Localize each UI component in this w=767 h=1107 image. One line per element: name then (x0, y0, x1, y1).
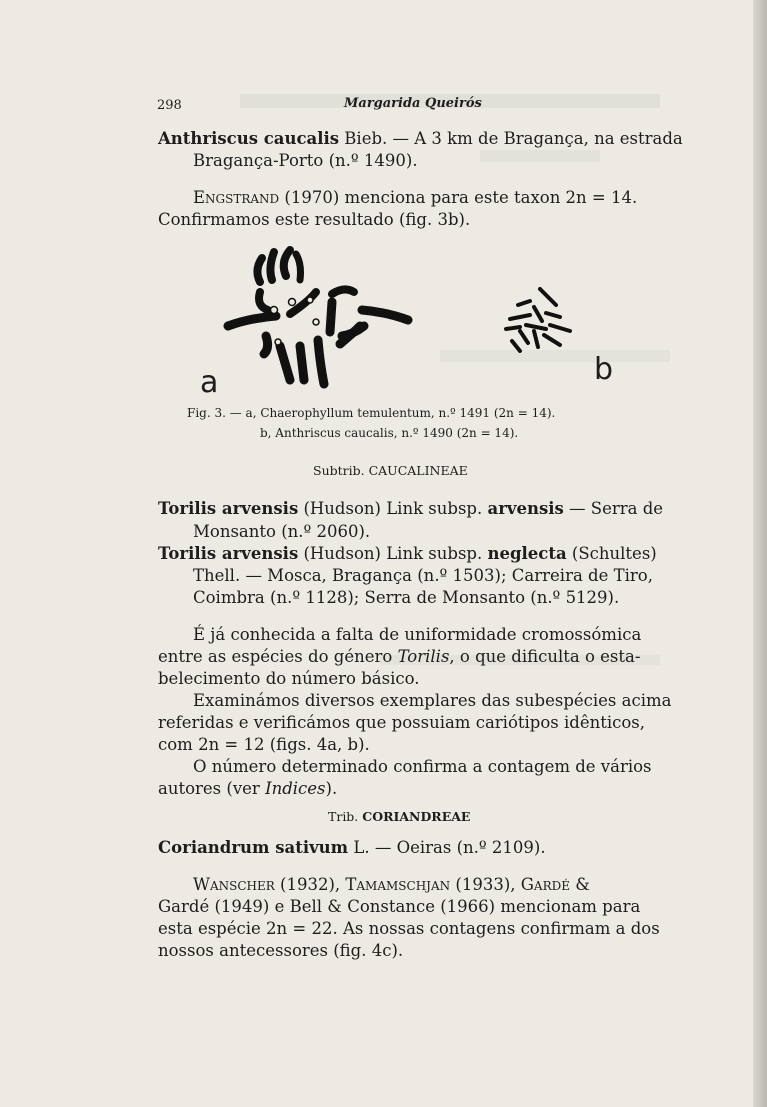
figure-label-a: a (200, 365, 219, 400)
reference-indices: Indices (265, 779, 326, 798)
paragraph-text: entre as espécies do género (158, 647, 398, 666)
heading-name: CORIANDREAE (362, 809, 471, 824)
subspecies-name: neglecta (487, 544, 567, 563)
taxon-name: Torilis arvensis (158, 544, 299, 563)
genus-name: Torilis (397, 647, 450, 666)
tribe-heading (328, 809, 470, 824)
entry-torilis-arvensis (158, 498, 663, 520)
entry-text: — Serra de (563, 499, 664, 518)
paragraph-line: Gardé (1949) e Bell & Constance (1966) mencionam para (158, 897, 641, 916)
entry-anthriscus (158, 128, 683, 150)
entry-text: Bieb. — A 3 km de Bragança, na estrada (339, 129, 683, 148)
entry-continuation: Monsanto (n.º 2060). (193, 522, 371, 541)
entry-continuation: Coimbra (n.º 1128); Serra de Monsanto (n.º 5129). (193, 588, 620, 607)
paragraph-line (193, 187, 637, 209)
page-number: 298 (157, 98, 182, 113)
paragraph-line (158, 646, 640, 668)
entry-continuation: Bragança-Porto (n.º 1490). (193, 151, 418, 170)
paragraph-line: Wanscher (1932), Tamamschjan (1933), Gardé & (193, 875, 590, 894)
taxon-name: Anthriscus caucalis (158, 129, 340, 148)
figure-caption-line-1: Fig. 3. — a, Chaerophyllum temulentum, n.º 1491 (2n = 14). (187, 406, 556, 420)
heading-prefix: Subtrib. (313, 463, 369, 478)
paragraph-line: esta espécie 2n = 22. As nossas contagens confirmam a dos (158, 919, 660, 938)
entry-coriandrum (158, 837, 546, 859)
chromosome-figure-b (490, 285, 580, 365)
paragraph-line: O número determinado confirma a contagem de vários (193, 757, 652, 776)
paragraph-line: É já conhecida a falta de uniformidade cromossómica (193, 625, 642, 644)
entry-text: (Schultes) (566, 544, 657, 563)
taxon-name: Coriandrum sativum (158, 838, 349, 857)
paragraph-line (158, 778, 337, 800)
paragraph-text: , o que dificulta o esta- (449, 647, 641, 666)
subtribe-heading (313, 463, 468, 478)
figure-label-b: b (594, 352, 614, 387)
paragraph-line: belecimento do número básico. (158, 669, 420, 688)
entry-text: (Hudson) Link subsp. (298, 499, 488, 518)
taxon-name: Torilis arvensis (158, 499, 299, 518)
show-through-text (480, 150, 600, 162)
paragraph-line: Examinámos diversos exemplares das subespécies acima (193, 691, 672, 710)
entry-continuation: Thell. — Mosca, Bragança (n.º 1503); Carreira de Tiro, (193, 566, 653, 585)
entry-text: L. — Oeiras (n.º 2109). (348, 838, 546, 857)
entry-torilis-neglecta (158, 543, 657, 565)
paragraph-line: referidas e verificámos que possuiam cariótipos idênticos, (158, 713, 646, 732)
chromosome-figure-a (220, 240, 420, 400)
figure-caption-line-2: b, Anthriscus caucalis, n.º 1490 (2n = 14). (260, 426, 519, 440)
page-edge-shadow (753, 0, 767, 1107)
author-name: Engstrand (193, 188, 280, 207)
heading-name: CAUCALINEAE (368, 463, 468, 478)
running-head-author: Margarida Queirós (344, 96, 482, 111)
paragraph-line: Confirmamos este resultado (fig. 3b). (158, 210, 471, 229)
paragraph-text: ). (325, 779, 338, 798)
paragraph-line: com 2n = 12 (figs. 4a, b). (158, 735, 370, 754)
entry-text: (Hudson) Link subsp. (298, 544, 488, 563)
heading-prefix: Trib. (328, 809, 363, 824)
paragraph-text: autores (ver (158, 779, 266, 798)
subspecies-name: arvensis (487, 499, 564, 518)
paragraph-text: (1970) menciona para este taxon 2n = 14. (279, 188, 638, 207)
paragraph-line: nossos antecessores (fig. 4c). (158, 941, 404, 960)
